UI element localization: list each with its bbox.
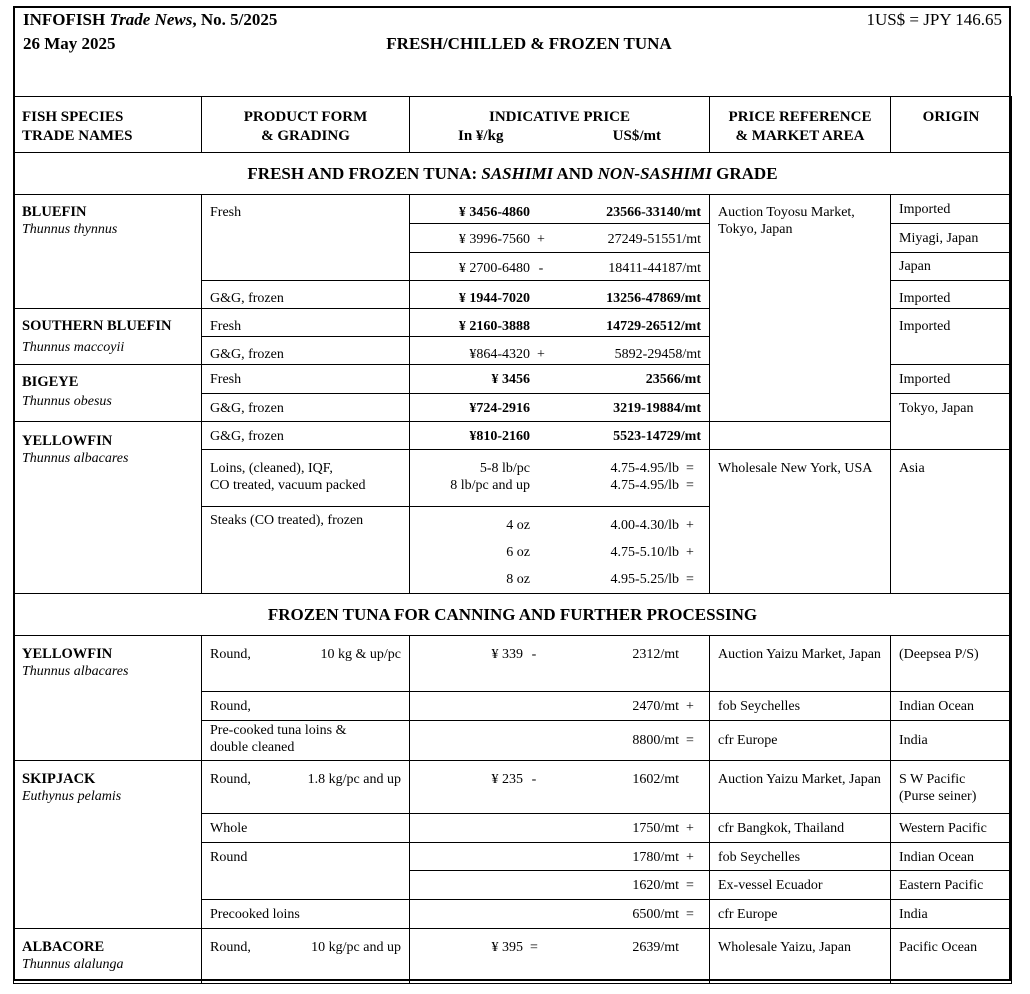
species-skipjack: SKIPJACK Euthynus pelamis	[14, 761, 202, 929]
species-southern-bluefin: SOUTHERN BLUEFIN Thunnus maccoyii	[14, 309, 202, 365]
publication-title: INFOFISH Trade News, No. 5/2025	[23, 10, 278, 29]
ref-new-york: Wholesale New York, USA	[710, 450, 891, 594]
species-yellowfin: YELLOWFIN Thunnus albacares	[14, 422, 202, 594]
table-row: Steaks (CO treated), frozen 4 oz 4.00-4.30/lb + 6 oz 4.75-5.10/lb + 8 oz 4.95-5.25/lb =	[14, 507, 1012, 594]
col-origin: ORIGIN	[891, 97, 1012, 153]
table-row: Round 1780/mt + fob Seychelles Indian Ocean	[14, 843, 1012, 871]
table-row: G&G, frozen ¥864-4320 + 5892-29458/mt	[14, 337, 1012, 365]
col-price-reference: PRICE REFERENCE & MARKET AREA	[710, 97, 891, 153]
table-row: G&G, frozen ¥724-2916 3219-19884/mt Tokyo, Japan	[14, 394, 1012, 422]
price-table	[13, 96, 1012, 984]
table-row: ¥ 2700-6480 - 18411-44187/mt Japan	[14, 253, 1012, 281]
table-row: SOUTHERN BLUEFIN Thunnus maccoyii Fresh ¥ 2160-3888 14729-26512/mt Imported	[14, 309, 1012, 337]
section-header-sashimi: FRESH AND FROZEN TUNA: SASHIMI AND NON-SASHIMI GRADE	[14, 153, 1012, 195]
table-row: G&G, frozen ¥ 1944-7020 13256-47869/mt Imported	[14, 281, 1012, 309]
species-albacore: ALBACORE Thunnus alalunga	[14, 929, 202, 984]
exchange-rate: 1US$ = JPY 146.65	[866, 10, 1002, 29]
species-bigeye: BIGEYE Thunnus obesus	[14, 365, 202, 422]
table-row: SKIPJACK Euthynus pelamis Round, 1.8 kg/pc and up ¥ 235 - 1602/mt Auction Yaizu Market, Japan S W Pacific (Purse seiner)	[14, 761, 1012, 814]
document-title: FRESH/CHILLED & FROZEN TUNA	[386, 34, 672, 53]
species-yellowfin-canning: YELLOWFIN Thunnus albacares	[14, 636, 202, 761]
species-bluefin: BLUEFIN Thunnus thynnus	[14, 195, 202, 309]
table-row: ¥ 3996-7560 + 27249-51551/mt Miyagi, Japan	[14, 224, 1012, 253]
ref-toyosu: Auction Toyosu Market, Tokyo, Japan	[710, 195, 891, 422]
table-row: BLUEFIN Thunnus thynnus Fresh ¥ 3456-4860 23566-33140/mt Auction Toyosu Market, Tokyo, Japan Imported	[14, 195, 1012, 224]
col-product-form: PRODUCT FORM & GRADING	[202, 97, 410, 153]
table-row: YELLOWFIN Thunnus albacares Round, 10 kg & up/pc ¥ 339 - 2312/mt Auction Yaizu Market, Japan (Deepsea P/S)	[14, 636, 1012, 692]
table-row: Precooked loins 6500/mt = cfr Europe India	[14, 900, 1012, 929]
table-row: BIGEYE Thunnus obesus Fresh ¥ 3456 23566/mt Imported	[14, 365, 1012, 394]
table-row: ALBACORE Thunnus alalunga Round, 10 kg/pc and up ¥ 395 = 2639/mt Wholesale Yaizu, Japan Pacific Ocean	[14, 929, 1012, 984]
table-row: Pre-cooked tuna loins & double cleaned 8800/mt = cfr Europe India	[14, 721, 1012, 761]
section-header-canning: FROZEN TUNA FOR CANNING AND FURTHER PROCESSING	[14, 594, 1012, 636]
table-row: 1620/mt = Ex-vessel Ecuador Eastern Pacific	[14, 871, 1012, 900]
issue-date: 26 May 2025	[23, 34, 116, 53]
col-species: FISH SPECIES TRADE NAMES	[14, 97, 202, 153]
column-header-row	[14, 97, 1012, 153]
table-row: Round, 2470/mt + fob Seychelles Indian Ocean	[14, 692, 1012, 721]
table-row: Whole 1750/mt + cfr Bangkok, Thailand Western Pacific	[14, 814, 1012, 843]
table-row: YELLOWFIN Thunnus albacares G&G, frozen ¥810-2160 5523-14729/mt	[14, 422, 1012, 450]
col-indicative-price: INDICATIVE PRICE In ¥/kg US$/mt	[410, 97, 710, 153]
table-row: Loins, (cleaned), IQF, CO treated, vacuum packed 5-8 lb/pc 4.75-4.95/lb = 8 lb/pc and up 4.75-4.95/lb = Wholesale New York, USA Asia	[14, 450, 1012, 507]
